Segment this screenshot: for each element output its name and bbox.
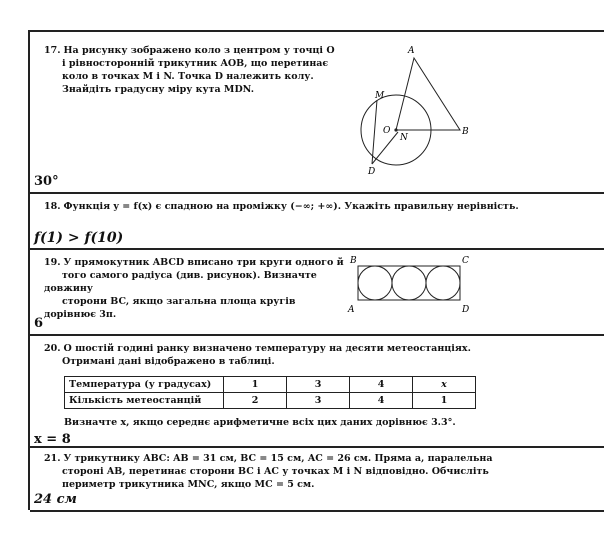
question-text-line: На рисунку зображено коло з центром у точці O [63, 45, 335, 56]
question-number: 18. [44, 201, 61, 212]
question-text-line: сторони BC, якщо загальна площа кругів дорівнює 3π. [44, 296, 296, 320]
question-text-line: Функція y = f(x) є спадною на проміжку (−∞; +∞). Укажіть правильну нерівність. [63, 201, 519, 212]
question-18-answer: f(1) > f(10) [34, 230, 124, 246]
question-18 [30, 192, 604, 250]
table-row [65, 377, 476, 393]
question-number: 20. [44, 343, 61, 354]
table-cell: 1 [224, 377, 287, 393]
question-text-line: Знайдіть градусну міру кута MDN. [62, 84, 255, 95]
table-cell: 1 [413, 393, 476, 409]
question-19-text [44, 256, 349, 321]
figure-label-b: B [350, 256, 357, 266]
circle-triangle-figure [320, 40, 480, 180]
table-cell: 3 [287, 393, 350, 409]
table-row [65, 393, 476, 409]
question-21-answer: 24 см [34, 492, 77, 507]
question-number: 21. [44, 453, 61, 464]
question-20 [30, 334, 604, 448]
question-text-line: стороні AB, перетинає сторони BC і AC у точках M і N відповідно. Обчисліть [62, 466, 489, 477]
question-text-line: О шостій годині ранку визначено температуру на десяти метеостанціях. [63, 343, 471, 354]
figure-label-a: A [348, 305, 355, 315]
answer-sheet [28, 30, 604, 510]
question-20-after-text: Визначте x, якщо середнє арифметичне всіх цих даних дорівнює 3.3°. [64, 417, 456, 428]
question-17 [30, 32, 604, 194]
question-19 [30, 248, 604, 336]
table-cell: 4 [350, 393, 413, 409]
rectangle-circles-figure [346, 254, 476, 324]
temperature-table [64, 376, 476, 409]
figure-label-o: O [383, 126, 391, 136]
question-text-line: і рівносторонній трикутник AOB, що перетинає [62, 58, 329, 69]
question-19-answer: 6 [34, 316, 44, 331]
figure-label-n: N [400, 133, 408, 143]
question-number: 19. [44, 257, 61, 268]
question-text-line: того самого радіуса (див. рисунок). Визначте довжину [44, 270, 317, 294]
question-text-line: У трикутнику ABC: AB = 31 см, BC = 15 см, AC = 26 см. Пряма a, паралельна [63, 453, 493, 464]
figure-label-m: M [375, 91, 385, 101]
question-20-text [44, 342, 594, 368]
question-18-text [44, 200, 594, 213]
question-20-answer: x = 8 [34, 432, 71, 447]
question-text-line: коло в точках M і N. Точка D належить колу. [62, 71, 314, 82]
table-cell: 3 [287, 377, 350, 393]
question-number: 17. [44, 45, 61, 56]
table-cell: x [413, 377, 476, 393]
table-row-label: Кількість метеостанцій [65, 393, 224, 409]
question-17-text [44, 44, 344, 96]
question-text-line: У прямокутник ABCD вписано три круги одного й [63, 257, 344, 268]
figure-label-a: A [408, 46, 415, 56]
figure-label-d: D [462, 305, 470, 315]
figure-label-b: B [462, 127, 469, 137]
table-cell: 2 [224, 393, 287, 409]
table-row-label: Температура (у градусах) [65, 377, 224, 393]
figure-label-c: C [462, 256, 469, 266]
question-17-answer: 30° [34, 174, 59, 189]
table-cell: 4 [350, 377, 413, 393]
question-text-line: периметр трикутника MNC, якщо MC = 5 см. [62, 479, 315, 490]
question-21-text [44, 452, 604, 491]
question-text-line: Отримані дані відображено в таблиці. [62, 356, 275, 367]
figure-label-d: D [368, 167, 376, 177]
question-21 [30, 446, 604, 512]
